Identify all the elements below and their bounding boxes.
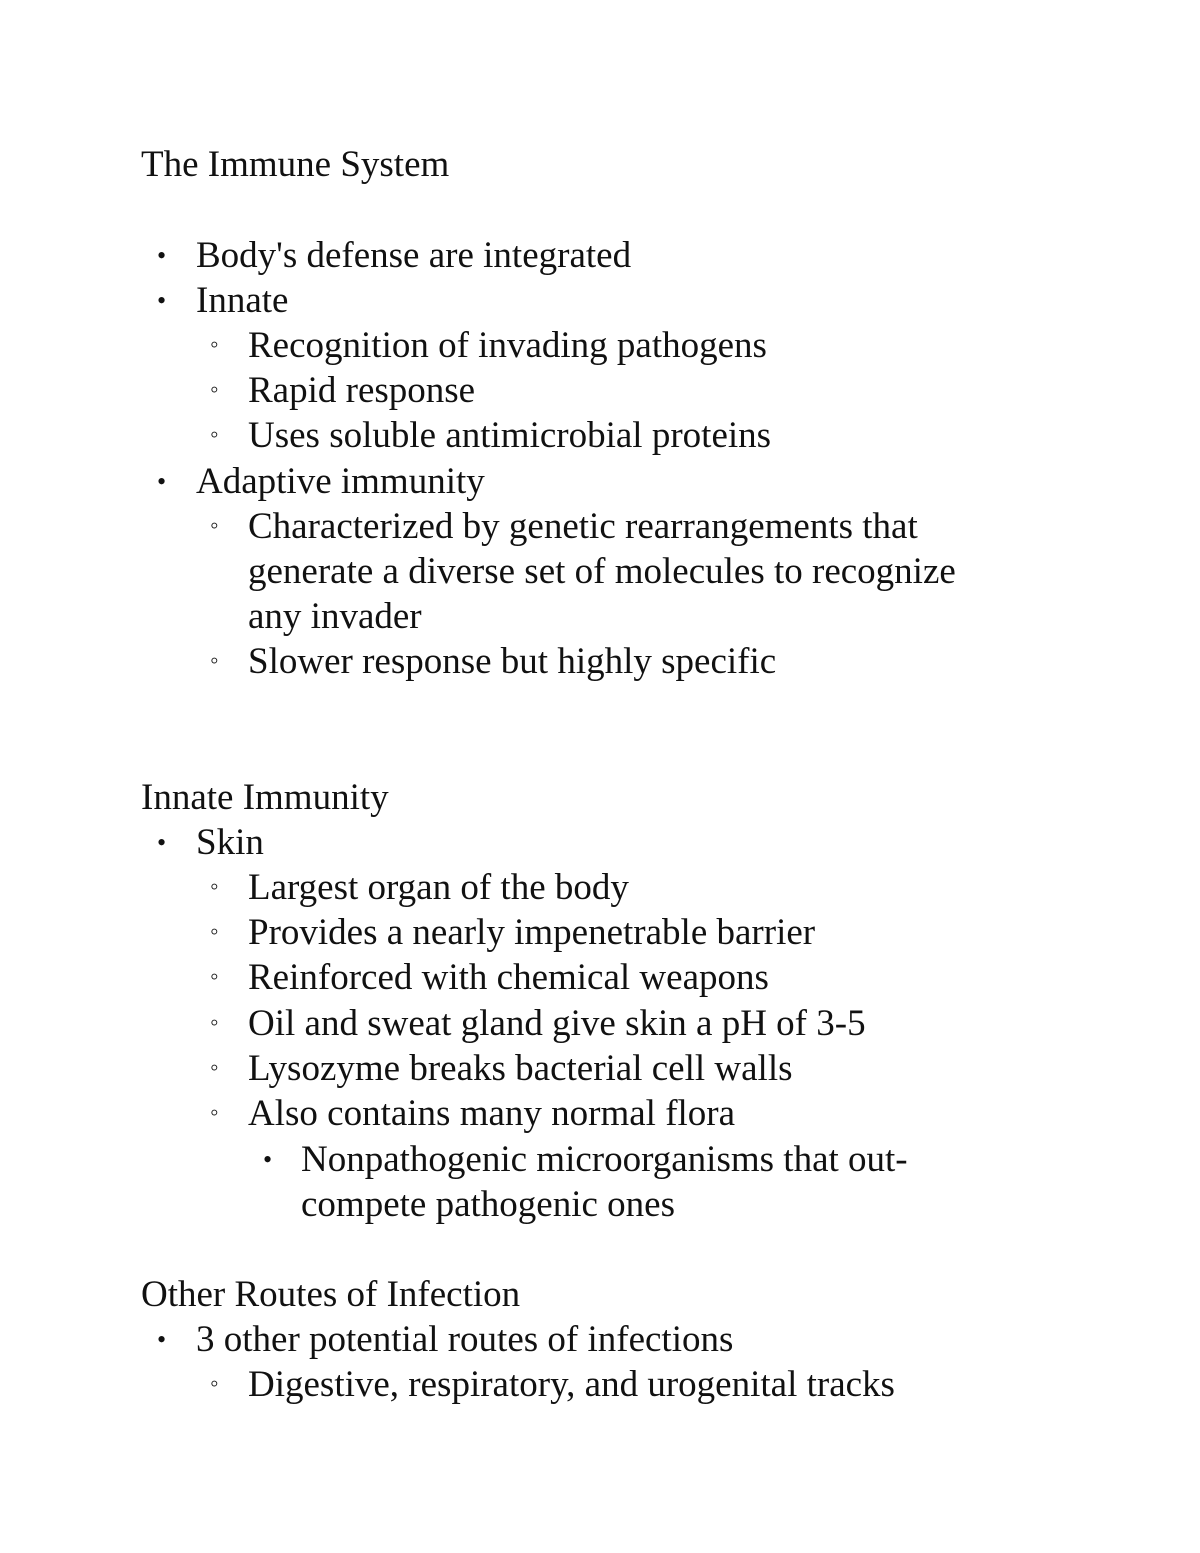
bullet-level2: ◦: [210, 919, 219, 945]
section-heading-immune-system: The Immune System: [141, 144, 450, 185]
list-item-line: any invader: [248, 596, 422, 637]
list-item: Body's defense are integrated: [196, 235, 632, 276]
bullet-level2: ◦: [210, 1100, 219, 1126]
bullet-level2: ◦: [210, 377, 219, 403]
list-item: Digestive, respiratory, and urogenital tracks: [248, 1364, 895, 1405]
bullet-level2: ◦: [210, 648, 219, 674]
list-item: Skin: [196, 822, 264, 863]
bullet-level1: •: [157, 828, 167, 857]
list-item-line: generate a diverse set of molecules to recognize: [248, 551, 956, 592]
list-item: Adaptive immunity: [196, 461, 485, 502]
bullet-level2: ◦: [210, 1010, 219, 1036]
bullet-level1: •: [157, 467, 167, 496]
bullet-level1: •: [157, 1325, 167, 1354]
list-item: Provides a nearly impenetrable barrier: [248, 912, 816, 953]
section-heading-innate-immunity: Innate Immunity: [141, 777, 389, 818]
bullet-level1: •: [157, 241, 167, 270]
bullet-level2: ◦: [210, 332, 219, 358]
list-item: Oil and sweat gland give skin a pH of 3-5: [248, 1003, 866, 1044]
bullet-level1: •: [157, 286, 167, 315]
list-item: Reinforced with chemical weapons: [248, 957, 769, 998]
list-item: Rapid response: [248, 370, 476, 411]
list-item: Lysozyme breaks bacterial cell walls: [248, 1048, 793, 1089]
list-item: Innate: [196, 280, 289, 321]
list-item-line: compete pathogenic ones: [301, 1184, 675, 1225]
section-heading-other-routes: Other Routes of Infection: [141, 1274, 521, 1315]
bullet-level2: ◦: [210, 874, 219, 900]
list-item: Recognition of invading pathogens: [248, 325, 767, 366]
list-item: Largest organ of the body: [248, 867, 629, 908]
list-item: Slower response but highly specific: [248, 641, 777, 682]
bullet-level2: ◦: [210, 513, 219, 539]
list-item-line: Characterized by genetic rearrangements that: [248, 506, 918, 547]
list-item-line: Nonpathogenic microorganisms that out-: [301, 1139, 908, 1180]
bullet-level2: ◦: [210, 1055, 219, 1081]
bullet-level2: ◦: [210, 964, 219, 990]
bullet-level2: ◦: [210, 1371, 219, 1397]
list-item: Also contains many normal flora: [248, 1093, 736, 1134]
list-item: Uses soluble antimicrobial proteins: [248, 415, 772, 456]
bullet-level3: •: [263, 1145, 273, 1174]
list-item: 3 other potential routes of infections: [196, 1319, 734, 1360]
bullet-level2: ◦: [210, 422, 219, 448]
